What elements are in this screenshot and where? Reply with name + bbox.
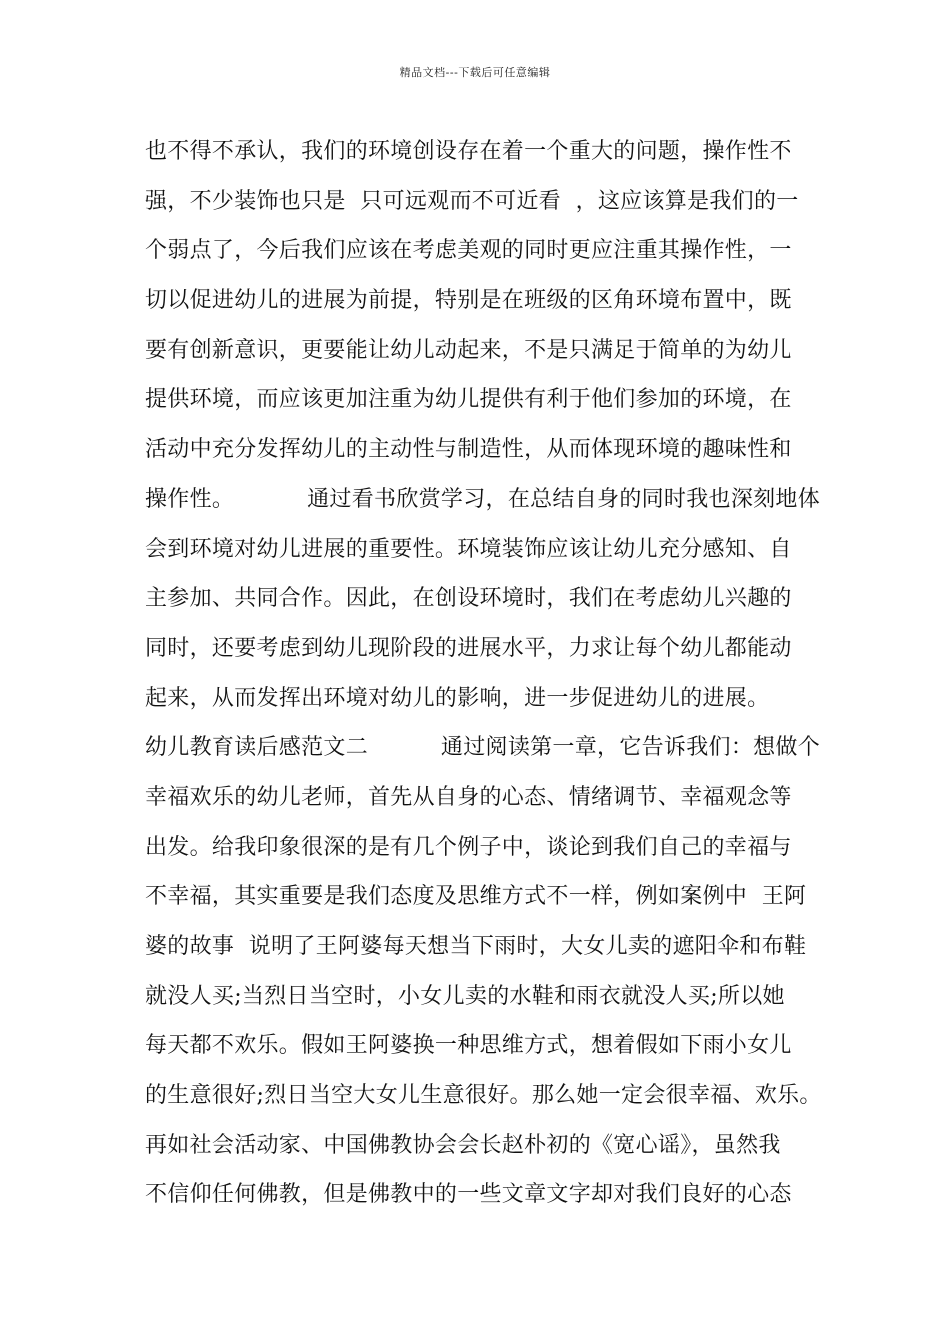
text-line: 同时，还要考虑到幼儿现阶段的进展水平，力求让每个幼儿都能动: [145, 635, 792, 661]
text-line: 主参加、共同合作。因此，在创设环境时，我们在考虑幼儿兴趣的: [145, 586, 792, 612]
text-line: 提供环境，而应该更加注重为幼儿提供有利于他们参加的环境，在: [145, 387, 792, 413]
text-line: 切以促进幼儿的进展为前提，特别是在班级的区角环境布置中，既: [145, 288, 792, 314]
body-text: [145, 131, 825, 1224]
text-line: 活动中充分发挥幼儿的主动性与制造性，从而体现环境的趣味性和: [145, 437, 792, 463]
text-line: 就没人买;当烈日当空时，小女儿卖的水鞋和雨衣就没人买;所以她: [145, 983, 785, 1009]
text-line: 个弱点了，今后我们应该在考虑美观的同时更应注重其操作性，一: [145, 238, 792, 264]
text-line: 不信仰任何佛教，但是佛教中的一些文章文字却对我们良好的心态: [145, 1182, 792, 1208]
text-line: 的生意很好;烈日当空大女儿生意很好。那么她一定会很幸福、欢乐。: [145, 1083, 822, 1109]
text-line: 幼儿教育读后感范文二 通过阅读第一章，它告诉我们：想做个: [145, 735, 821, 761]
text-line: 起来，从而发挥出环境对幼儿的影响，进一步促进幼儿的进展。: [145, 685, 770, 711]
text-line: 要有创新意识，更要能让幼儿动起来，不是只满足于简单的为幼儿: [145, 337, 792, 363]
text-line: 出发。给我印象很深的是有几个例子中，谈论到我们自己的幸福与: [145, 834, 792, 860]
text-line: 再如社会活动家、中国佛教协会会长赵朴初的《宽心谣》，虽然我: [145, 1132, 781, 1158]
text-line: 操作性。 通过看书欣赏学习，在总结自身的同时我也深刻地体: [145, 486, 821, 512]
text-line: 幸福欢乐的幼儿老师，首先从自身的心态、情绪调节、幸福观念等: [145, 784, 792, 810]
text-line: 不幸福，其实重要是我们态度及思维方式不一样，例如案例中 王阿: [145, 884, 807, 910]
text-line: 会到环境对幼儿进展的重要性。环境装饰应该让幼儿充分感知、自: [145, 536, 792, 562]
text-line: 也不得不承认，我们的环境创设存在着一个重大的问题，操作性不: [145, 139, 792, 164]
page-header: 精品文档---下载后可任意编辑: [399, 66, 551, 79]
text-line: 强，不少装饰也只是 只可远观而不可近看 ，这应该算是我们的一: [145, 188, 799, 214]
text-line: 每天都不欢乐。假如王阿婆换一种思维方式，想着假如下雨小女儿: [145, 1033, 792, 1059]
text-line: 婆的故事 说明了王阿婆每天想当下雨时，大女儿卖的遮阳伞和布鞋: [145, 934, 807, 959]
